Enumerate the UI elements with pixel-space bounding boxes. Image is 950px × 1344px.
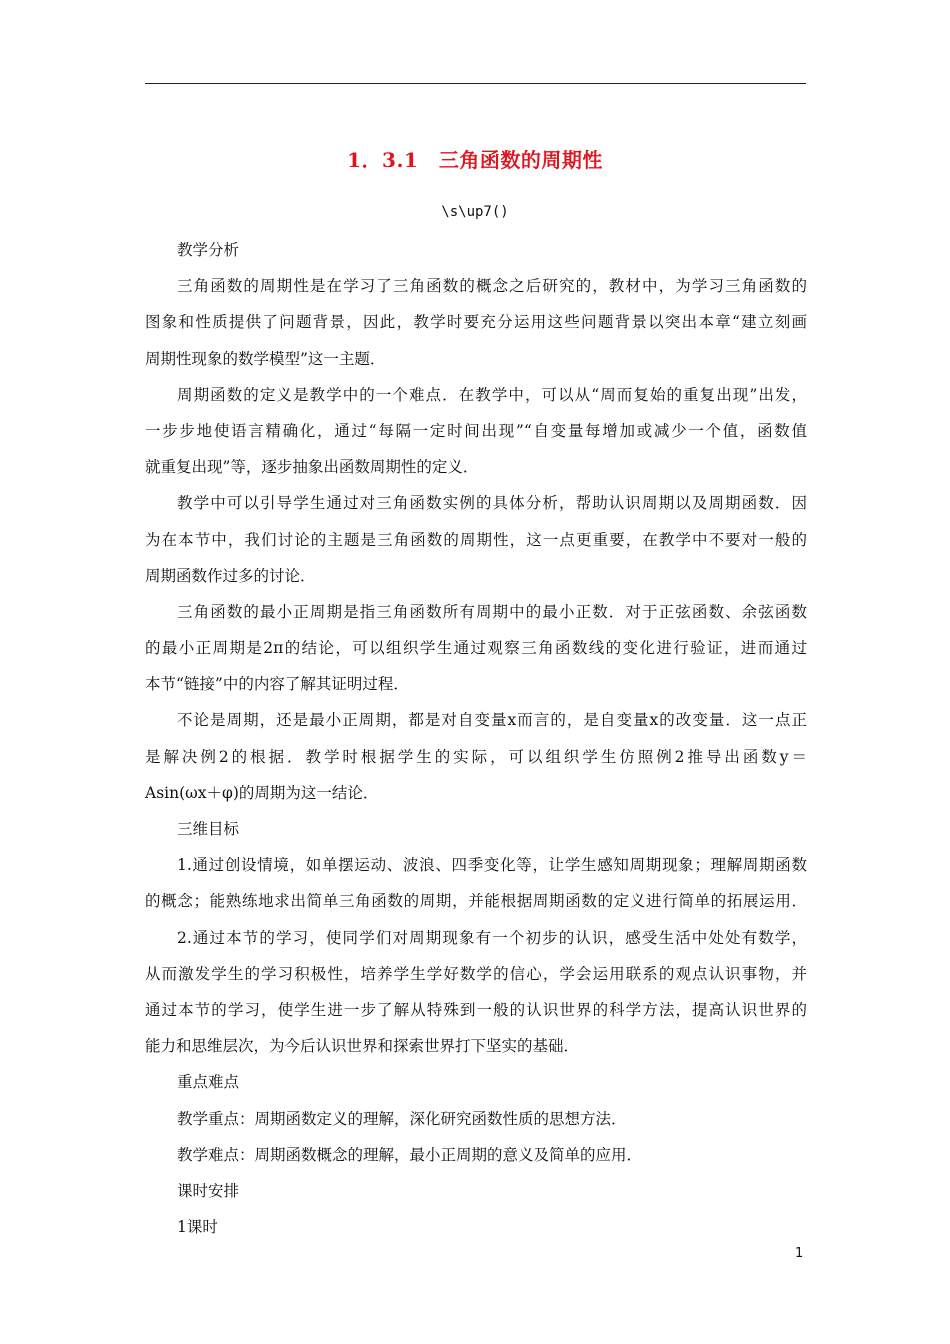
text-line: 教学分析 [177, 241, 240, 259]
text-line: 教学难点：周期函数概念的理解，最小正周期的意义及简单的应用． [177, 1145, 643, 1164]
text-line: 一步步地使语言精确化，通过“每隔一定时间出现”“自变量每增加或减少一个值，函数值 [145, 421, 807, 440]
text-line: 不论是周期，还是最小正周期，都是对自变量x而言的，是自变量x的改变量．这一点正 [177, 711, 807, 730]
text-line: 教学中可以引导学生通过对三角函数实例的具体分析，帮助认识周期以及周期函数．因 [177, 494, 807, 513]
text-line: 从而激发学生的学习积极性，培养学生学好数学的信心，学会运用联系的观点认识事物，并 [145, 964, 807, 983]
text-line: 通过本节的学习，使学生进一步了解从特殊到一般的认识世界的科学方法，提高认识世界的 [145, 1000, 807, 1019]
text-line: 三维目标 [177, 820, 240, 838]
header-rule [145, 83, 806, 84]
text-line: Asin(ωx＋φ)的周期为这一结论． [145, 783, 379, 802]
text-line: 课时安排 [177, 1181, 240, 1200]
text-line: 是解决例2的根据．教学时根据学生的实际，可以组织学生仿照例2推导出函数y＝ [145, 747, 807, 766]
text-line: 能力和思维层次，为今后认识世界和探索世界打下坚实的基础． [145, 1037, 580, 1056]
field-code-text: \s\up7() [441, 204, 509, 220]
text-line: 的概念；能熟练地求出简单三角函数的周期，并能根据周期函数的定义进行简单的拓展运用． [145, 892, 807, 911]
page-title: 1．3.1 三角函数的周期性 [347, 148, 603, 172]
text-line: 周期函数作过多的讨论． [145, 566, 316, 585]
text-line: 2.通过本节的学习，使同学们对周期现象有一个初步的认识，感受生活中处处有数学， [177, 928, 807, 947]
text-line: 的最小正周期是2π的结论，可以组织学生通过观察三角函数线的变化进行验证，进而通过 [145, 639, 807, 658]
text-line: 本节“链接”中的内容了解其证明过程． [145, 675, 409, 694]
text-line: 教学重点：周期函数定义的理解，深化研究函数性质的思想方法． [177, 1109, 627, 1128]
text-line: 周期函数的定义是教学中的一个难点．在教学中，可以从“周而复始的重复出现”出发， [177, 385, 807, 404]
text-line: 为在本节中，我们讨论的主题是三角函数的周期性，这一点更重要，在教学中不要对一般的 [145, 530, 807, 549]
document-body [145, 232, 807, 1245]
text-line: 1.通过创设情境，如单摆运动、波浪、四季变化等，让学生感知周期现象；理解周期函数 [177, 856, 807, 875]
text-line: 三角函数的周期性是在学习了三角函数的概念之后研究的，教材中，为学习三角函数的 [177, 277, 807, 296]
text-line: 周期性现象的数学模型”这一主题． [145, 349, 386, 368]
text-line: 图象和性质提供了问题背景，因此，教学时要充分运用这些问题背景以突出本章“建立刻画 [145, 313, 807, 332]
text-line: 三角函数的最小正周期是指三角函数所有周期中的最小正数．对于正弦函数、余弦函数 [177, 602, 807, 621]
text-line: 1课时 [177, 1218, 218, 1237]
text-line: 重点难点 [177, 1073, 240, 1092]
page-number: 1 [795, 1246, 804, 1261]
text-line: 就重复出现”等，逐步抽象出函数周期性的定义． [145, 458, 479, 477]
